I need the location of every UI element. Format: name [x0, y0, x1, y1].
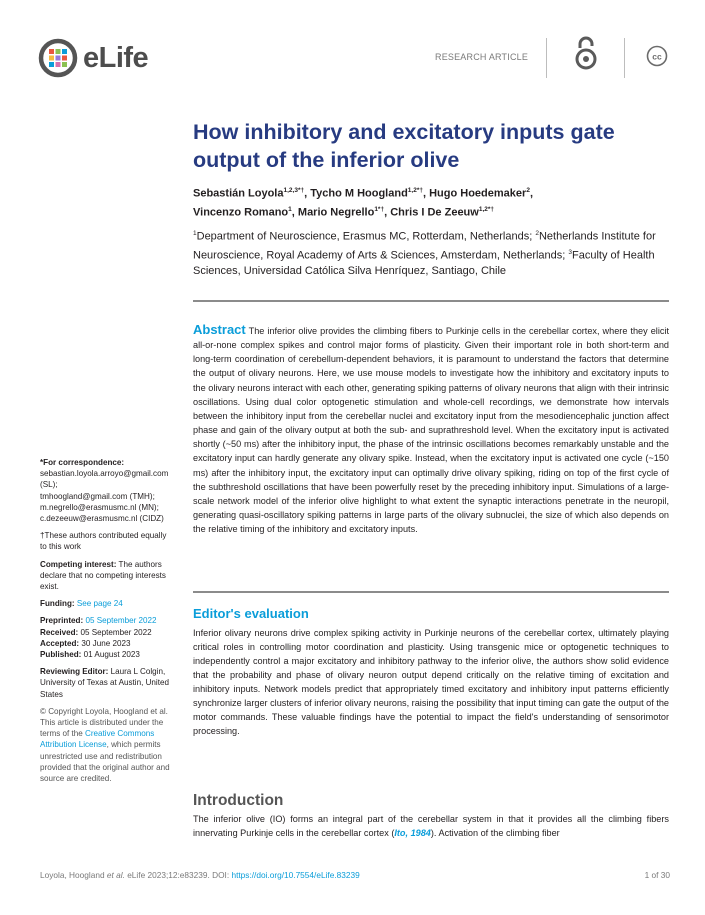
author-affil-marker: 1,2*† [407, 187, 423, 194]
funding-link[interactable]: See page 24 [76, 599, 123, 609]
author-name[interactable]: Sebastián Loyola [193, 187, 284, 200]
funding-label: Funding: [40, 599, 75, 609]
author-name[interactable]: Hugo Hoedemaker [429, 187, 527, 200]
elife-logo[interactable] [38, 36, 148, 80]
published-date: 01 August 2023 [83, 650, 140, 660]
email-link[interactable]: tmhoogland@gmail.com (TMH); [40, 491, 155, 501]
open-access-icon[interactable] [573, 35, 599, 71]
affiliations [193, 226, 673, 280]
equal-contribution-note: †These authors contributed equally to this work [40, 531, 167, 552]
correspondence-label: *For correspondence: [40, 458, 125, 467]
editors-evaluation-heading: Editor's evaluation [193, 606, 309, 621]
doi-link[interactable]: https://doi.org/10.7554/eLife.83239 [231, 870, 360, 880]
logo-text: eLife [83, 41, 149, 74]
copyright [40, 706, 172, 784]
section-rule [193, 300, 669, 302]
accepted-label: Accepted: [40, 638, 80, 648]
author-name[interactable]: Tycho M Hoogland [310, 187, 408, 200]
author-name[interactable]: Vincenzo Romano [193, 206, 289, 219]
article-title: How inhibitory and excitatory inputs gate output of the inferior olive [193, 120, 615, 172]
footer-citation [40, 870, 360, 880]
author-name[interactable]: Chris I De Zeeuw [390, 206, 479, 219]
competing-interest [40, 559, 172, 593]
preprinted-label: Preprinted: [40, 616, 84, 626]
abstract-text: The inferior olive provides the climbing fibers to Purkinje cells in the cerebellar cortex, where they elicit all-or-none complex spikes and control major forms of plasticity. Given their important role in both short-term and long-term coordination of cerebellum-dependent behaviors, it is paramount to understand the factors that determine the output of olivary neurons. Here, we use mouse models to investigate how the inhibitory and excitatory inputs to the olivary neurons interact with each other, generating spiking patterns of olivary neurons that align with their intrinsic oscillations. Using dual color optogenetic stimulation and whole-cell recordings, we demonstrate how intervals between the inhibitory input from the cerebellar nuclei and excitatory input from the mesodiencephalic junction affect phase and gain of the olivary output at both the sub- and suprathreshold level. When the excitatory input is activated shortly (~50 ms) after the inhibitory input, the phase of the intrinsic oscillations becomes remarkably unstable and the excitatory input can hardly generate any olivary spike. Instead, when the excitatory input is activated one cycle (~150 ms) after the inhibitory input, the excitatory input can optimally drive olivary spiking, riding on top of the first cycle of the subthreshold oscillations that have been powerfully reset by the preceding inhibitory input. Simulations of a large-scale network model of the inferior olive highlight to what extent the synaptic interactions penetrate in the neuropil, generating quasi-oscillatory spiking patterns in large parts of the olivary subnuclei, the size of which also depends on the relative timing of the inhibitory and excitatory inputs. [193, 326, 669, 535]
affil-marker: 2 [535, 230, 539, 237]
email-link[interactable]: c.dezeeuw@erasmusmc.nl (CIDZ) [40, 514, 164, 524]
author-affil-marker: 1,2,3*† [283, 187, 305, 194]
intro-text: ). Activation of the climbing fiber [430, 828, 560, 839]
affil-marker: 1 [193, 230, 197, 237]
reviewing-editor-label: Reviewing Editor: [40, 667, 109, 677]
email-link[interactable]: sebastian.loyola.arroyo@gmail.com (SL); [40, 469, 169, 490]
email-link[interactable]: m.negrello@erasmusmc.nl (MN); [40, 502, 159, 512]
affiliation: Netherlands Institute for Neuroscience, Royal Academy of Arts & Sciences, Amsterdam, Netherlands; [193, 230, 656, 262]
history [40, 615, 172, 660]
accepted-date: 30 June 2023 [81, 638, 131, 648]
page-number: 1 of 30 [644, 870, 670, 880]
intro-text: The inferior olive (IO) forms an integral part of the cerebellar system in that it provides all the climbing fibers innervating Purkinje cells in the cerebellar cortex ( [193, 814, 669, 839]
received-label: Received: [40, 627, 79, 637]
introduction-text [193, 812, 669, 841]
reviewing-editor [40, 666, 172, 700]
introduction-heading: Introduction [193, 792, 284, 809]
author-affil-marker: 1,2*† [478, 205, 495, 213]
correspondence [40, 457, 172, 524]
reviewing-editor-text: Laura L Colgin, University of Texas at Austin, United States [40, 667, 169, 699]
section-rule [193, 591, 669, 593]
affil-marker: 3 [568, 249, 573, 257]
header-divider [624, 38, 625, 78]
received-date: 05 September 2022 [80, 627, 152, 637]
citation-link[interactable]: Ito, 1984 [394, 828, 431, 839]
copyright-text: © Copyright Loyola, Hoogland et al. This article is distributed under the terms of the [40, 706, 168, 739]
funding [40, 598, 172, 609]
article-type: RESEARCH ARTICLE [435, 52, 529, 62]
header-divider [546, 38, 547, 78]
author-name[interactable]: Mario Negrello [297, 206, 375, 219]
article-sidebar [40, 457, 172, 790]
svg-text:cc: cc [652, 51, 662, 62]
author-list: Sebastián Loyola$^{1,2,3*\dagger}$, Tycho M Hoogland$^{1,2*\dagger}$, Hugo Hoedemaker$^2$, Vincenzo Romano$^1$, Mario Negrello$^{1*\dagger}$, Chris I De Zeeuw$^{1,2*\dagger}$ [193, 187, 533, 219]
citation-text: Loyola, Hoogland [40, 870, 107, 880]
license-link[interactable]: Creative Commons Attribution License [40, 729, 155, 750]
abstract [193, 323, 669, 536]
copyright-text: , which permits unrestricted use and redistribution provided that the original author and source are credited. [40, 740, 170, 784]
author-affil-marker: 1 [288, 205, 292, 213]
citation-text: eLife 2023;12:e83239. DOI: [124, 870, 232, 880]
published-label: Published: [40, 650, 82, 660]
elife-logo-icon [38, 38, 78, 78]
competing-interest-text: The authors declare that no competing interests exist. [40, 559, 166, 592]
competing-interest-label: Competing interest: [40, 559, 117, 569]
affiliation: Department of Neuroscience, Erasmus MC, Rotterdam, Netherlands; [196, 230, 536, 243]
editors-evaluation-text: Inferior olivary neurons drive complex spiking activity in Purkinje neurons of the cerebellar cortex, ultimately playing critical roles in controlling motor coordination and plasticity. Using transgenic mice or optogenetic techniques to independently control a major excitatory and inhibitory pathway to the inferior olive, the authors show solid evidence that the probability and phase of olivary neuron output depend critically on the relative timing of excitation and inhibitory inputs. Network models predict that appropriately timed excitatory and inhibitory input patterns efficiently synchronize larger clusters of inferior olivary neurons, raising the possibility that input timing can gate the output of the motor commands. These valuable findings have the potential to impact the field's understanding of sensorimotor processing. [193, 628, 669, 736]
creative-commons-icon[interactable] [646, 45, 668, 67]
abstract-heading: Abstract [193, 322, 246, 337]
author-affil-marker: 1*† [374, 205, 385, 213]
preprint-link[interactable]: 05 September 2022 [85, 616, 157, 626]
affiliation: Faculty of Health Sciences, Universidad Católica Silva Henríquez, Santiago, Chile [193, 249, 655, 278]
author-affil-marker: 2 [526, 187, 530, 194]
citation-etal: et al. [106, 870, 125, 880]
